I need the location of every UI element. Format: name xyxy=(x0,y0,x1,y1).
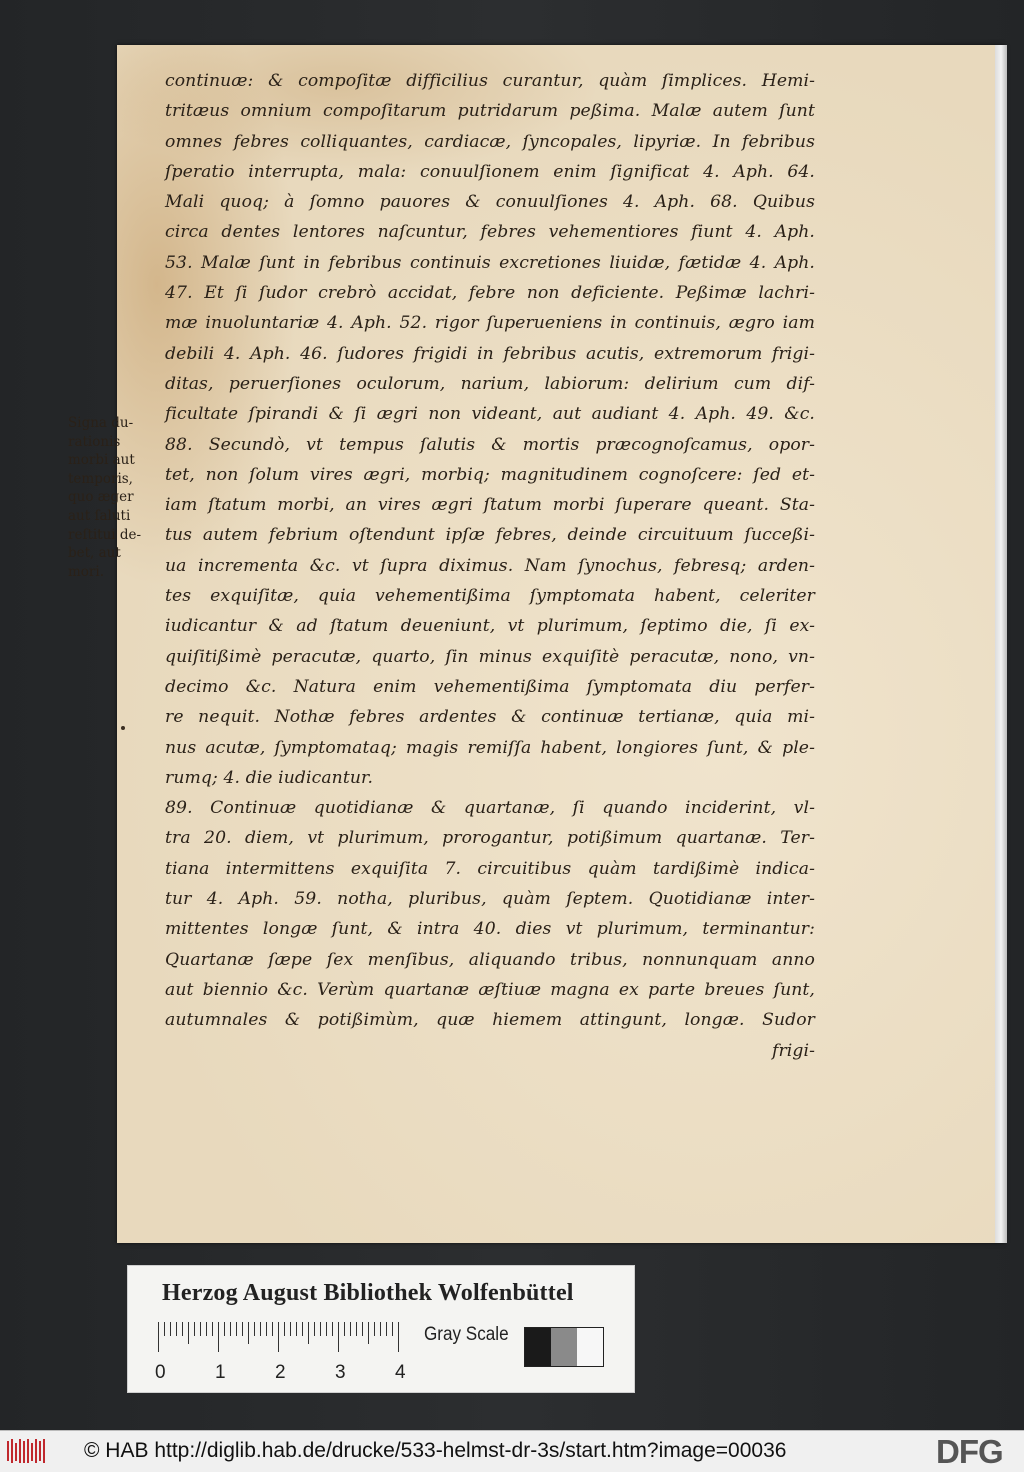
swatch-light xyxy=(577,1328,603,1366)
ruler-tick xyxy=(332,1322,333,1336)
body-text-line: debili 4. Aph. 46. ſudores frigidi in febribus acutis, extremorum frigi- xyxy=(165,343,815,364)
body-text-line: ua incrementa &c. vt ſupra diximus. Nam ſynochus, febresq; arden- xyxy=(165,555,815,576)
margin-note-line: bet, aut xyxy=(68,545,121,562)
body-text-line: frigi- xyxy=(772,1040,815,1061)
margin-note-line: morbi aut xyxy=(68,452,135,469)
ruler-tick xyxy=(212,1322,213,1336)
ruler-tick xyxy=(248,1322,249,1344)
ruler-tick xyxy=(398,1322,399,1352)
body-text-line: Mali quoq; à ſomno pauores & conuulſiones 4. Aph. 68. Quibus xyxy=(165,192,815,213)
body-text-line: ficultate ſpirandi & ſi ægri non videant, aut audiant 4. Aph. 49. &c. xyxy=(165,404,815,425)
body-text-line: autumnales & potißimùm, quæ hiemem attingunt, longæ. Sudor xyxy=(165,1010,815,1031)
margin-note-line: temporis, xyxy=(68,470,133,487)
gray-scale-label: Gray Scale xyxy=(424,1324,509,1345)
ruler-tick xyxy=(380,1322,381,1336)
ruler-tick xyxy=(278,1322,279,1352)
ruler-tick xyxy=(344,1322,345,1336)
ruler-tick xyxy=(176,1322,177,1336)
body-text-line: rumq; 4. die iudicantur. xyxy=(165,767,374,788)
body-text-line: iam ſtatum morbi, an vires ægri ſtatum morbi ſuperare queant. Sta- xyxy=(165,495,815,516)
ruler-tick xyxy=(326,1322,327,1336)
ruler-tick xyxy=(158,1322,159,1352)
body-text-line: tes exquiſitæ, quia vehementißima ſymptomata habent, celeriter xyxy=(165,586,815,607)
margin-note-line: rationis xyxy=(68,433,121,450)
ruler-tick xyxy=(200,1322,201,1336)
ink-dot xyxy=(121,726,125,730)
ruler-tick xyxy=(302,1322,303,1336)
ruler-tick xyxy=(236,1322,237,1336)
body-text-line: mæ inuoluntariæ 4. Aph. 52. rigor ſuperueniens in continuis, ægro iam xyxy=(165,313,815,334)
ruler-tick xyxy=(320,1322,321,1336)
body-text-line: continuæ: & compoſitæ difficilius curantur, quàm ſimplices. Hemi- xyxy=(165,71,815,91)
ruler-tick xyxy=(374,1322,375,1336)
ruler-tick xyxy=(254,1322,255,1336)
body-text-line: tus autem febrium oſtendunt ipſæ febres, deinde circuituum ſucceßi- xyxy=(165,525,815,546)
margin-note-line: mori. xyxy=(68,563,104,580)
ruler-number-0: 0 xyxy=(155,1362,166,1383)
margin-note-line: Signa du- xyxy=(68,415,134,431)
body-text xyxy=(165,66,815,1066)
ruler-tick xyxy=(188,1322,189,1344)
body-text-line: aut biennio &c. Verùm quartanæ æſtiuæ magna ex parte breues ſunt, xyxy=(165,979,815,1000)
body-text-line: Quartanæ ſæpe ſex menſibus, aliquando tribus, nonnunquam anno xyxy=(165,949,815,970)
ruler-tick xyxy=(362,1322,363,1336)
body-text-line: 88. Secundò, vt tempus ſalutis & mortis præcognoſcamus, opor- xyxy=(165,434,815,455)
footer-url-link[interactable]: © HAB http://diglib.hab.de/drucke/533-helmst-dr-3s/start.htm?image=00036 xyxy=(84,1439,787,1462)
margin-note-line: quo æger xyxy=(68,489,134,506)
body-text-line: tur 4. Aph. 59. notha, pluribus, quàm ſeptem. Quotidianæ inter- xyxy=(165,889,815,910)
body-text-line: omnes febres colliquantes, cardiacæ, ſyncopales, lipyriæ. In febribus xyxy=(165,131,815,152)
body-text-line: iudicantur & ad ſtatum deueniunt, vt plurimum, ſeptimo die, ſi ex- xyxy=(165,616,815,637)
body-text-line: re nequit. Nothæ febres ardentes & continuæ tertianæ, quia mi- xyxy=(165,707,815,728)
ruler-number-3: 3 xyxy=(335,1362,346,1383)
ruler-tick xyxy=(350,1322,351,1336)
ruler-tick xyxy=(230,1322,231,1336)
gray-scale-swatches xyxy=(524,1327,604,1367)
ruler-tick xyxy=(386,1322,387,1336)
ruler-tick xyxy=(194,1322,195,1336)
dfg-logo[interactable]: DFG xyxy=(936,1433,1003,1470)
barcode-logo-icon[interactable] xyxy=(6,1437,46,1465)
ruler-tick xyxy=(170,1322,171,1336)
ruler-tick xyxy=(224,1322,225,1336)
ruler-tick xyxy=(296,1322,297,1336)
page-edge xyxy=(995,45,1007,1243)
swatch-mid xyxy=(551,1328,577,1366)
ruler-tick xyxy=(164,1322,165,1336)
ruler-number-2: 2 xyxy=(275,1362,286,1383)
scale-card xyxy=(127,1265,635,1393)
body-text-line: tet, non ſolum vires ægri, morbiq; magnitudinem cognoſcere: ſed et- xyxy=(165,464,815,485)
ruler-tick xyxy=(368,1322,369,1344)
ruler-tick xyxy=(218,1322,219,1352)
body-text-line: 89. Continuæ quotidianæ & quartanæ, ſi quando inciderint, vl- xyxy=(165,798,815,819)
body-text-line: quiſitißimè peracutæ, quarto, ſin minus exquiſitè peracutæ, nono, vn- xyxy=(165,646,815,667)
ruler-tick xyxy=(260,1322,261,1336)
ruler-tick xyxy=(182,1322,183,1336)
ruler-tick xyxy=(266,1322,267,1336)
body-text-line: tiana intermittens exquiſita 7. circuitibus quàm tardißimè indica- xyxy=(165,858,815,879)
library-name: Herzog August Bibliothek Wolfenbüttel xyxy=(162,1280,574,1306)
body-text-line: 47. Et ſi ſudor crebrò accidat, febre non deficiente. Peßimæ lachri- xyxy=(165,283,815,304)
ruler-tick xyxy=(242,1322,243,1336)
ruler-tick xyxy=(290,1322,291,1336)
ruler-tick xyxy=(284,1322,285,1336)
body-text-line: circa dentes lentores naſcuntur, febres vehementiores fiunt 4. Aph. xyxy=(165,222,815,243)
ruler-tick xyxy=(392,1322,393,1336)
body-text-line: mittentes longæ ſunt, & intra 40. dies vt plurimum, terminantur: xyxy=(165,919,815,940)
body-text-line: decimo &c. Natura enim vehementißima ſymptomata diu perfer- xyxy=(165,676,815,697)
body-text-line: tritæus omnium compoſitarum putridarum peßima. Malæ autem ſunt xyxy=(165,101,815,122)
ruler-tick xyxy=(272,1322,273,1336)
ruler-tick xyxy=(356,1322,357,1336)
ruler-tick xyxy=(338,1322,339,1352)
ruler-tick xyxy=(308,1322,309,1344)
ruler-number-4: 4 xyxy=(395,1362,406,1383)
body-text-line: ditas, peruerſiones oculorum, narium, labiorum: delirium cum dif- xyxy=(165,373,815,394)
body-text-line: tra 20. diem, vt plurimum, prorogantur, potißimum quartanæ. Ter- xyxy=(165,828,815,849)
ruler-number-1: 1 xyxy=(215,1362,226,1383)
margin-note-line: aut ſaluti xyxy=(68,507,131,524)
margin-note-line: reſtitui de- xyxy=(68,526,142,543)
swatch-dark xyxy=(525,1328,551,1366)
footer-bar xyxy=(0,1430,1024,1472)
body-text-line: 53. Malæ ſunt in febribus continuis excretiones liuidæ, fætidæ 4. Aph. xyxy=(165,252,815,273)
ruler xyxy=(158,1322,418,1352)
margin-note xyxy=(68,414,168,581)
body-text-line: ſperatio interrupta, mala: conuulſionem enim ſignificat 4. Aph. 64. xyxy=(165,161,815,182)
ruler-tick xyxy=(314,1322,315,1336)
body-text-line: nus acutæ, ſymptomataq; magis remiſſa habent, longiores ſunt, & ple- xyxy=(165,737,815,758)
ruler-tick xyxy=(206,1322,207,1336)
